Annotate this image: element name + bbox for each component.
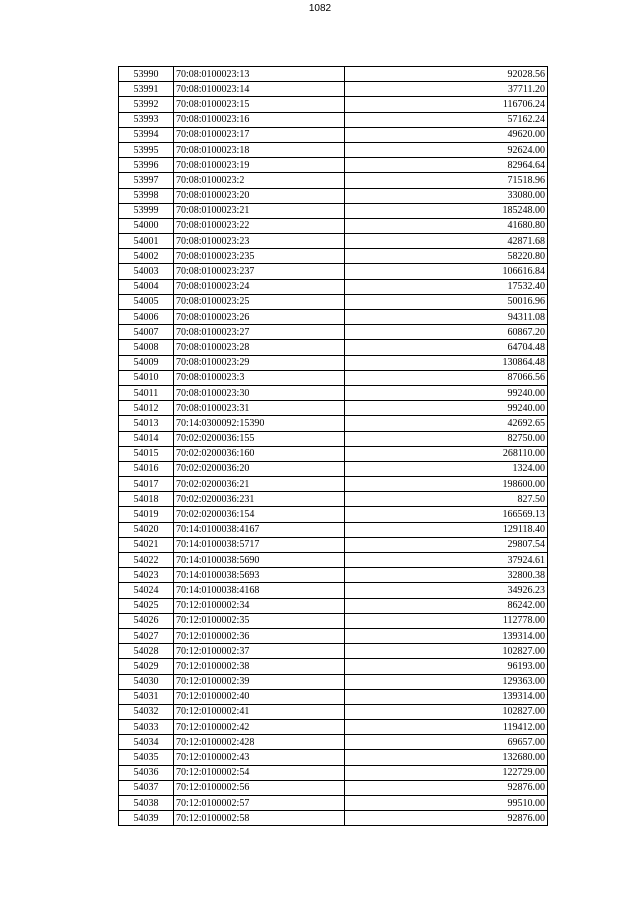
cadastral-number-cell: 70:12:0100002:56 — [174, 780, 345, 795]
cadastral-number-cell: 70:14:0300092:15390 — [174, 416, 345, 431]
table-row — [119, 704, 548, 719]
row-number-cell: 53994 — [119, 127, 174, 142]
table-row — [119, 750, 548, 765]
table-row — [119, 720, 548, 735]
cadastral-number-cell: 70:08:0100023:2 — [174, 173, 345, 188]
row-number-cell: 54013 — [119, 416, 174, 431]
value-cell: 41680.80 — [345, 218, 548, 233]
row-number-cell: 54009 — [119, 355, 174, 370]
cadastral-number-cell: 70:14:0100038:5717 — [174, 537, 345, 552]
table-row — [119, 446, 548, 461]
table-row — [119, 644, 548, 659]
row-number-cell: 54010 — [119, 370, 174, 385]
cadastral-number-cell: 70:08:0100023:27 — [174, 325, 345, 340]
table-row — [119, 340, 548, 355]
table-row — [119, 628, 548, 643]
cadastral-number-cell: 70:08:0100023:14 — [174, 82, 345, 97]
row-number-cell: 53998 — [119, 188, 174, 203]
table-row — [119, 310, 548, 325]
registry-table — [118, 66, 548, 826]
cadastral-number-cell: 70:08:0100023:21 — [174, 203, 345, 218]
cadastral-number-cell: 70:08:0100023:25 — [174, 294, 345, 309]
cadastral-number-cell: 70:02:0200036:231 — [174, 492, 345, 507]
row-number-cell: 54005 — [119, 294, 174, 309]
table-row — [119, 522, 548, 537]
value-cell: 268110.00 — [345, 446, 548, 461]
row-number-cell: 54026 — [119, 613, 174, 628]
row-number-cell: 53992 — [119, 97, 174, 112]
value-cell: 122729.00 — [345, 765, 548, 780]
value-cell: 99510.00 — [345, 796, 548, 811]
value-cell: 92028.56 — [345, 67, 548, 82]
row-number-cell: 54006 — [119, 310, 174, 325]
table-row — [119, 370, 548, 385]
table-row — [119, 112, 548, 127]
row-number-cell: 53993 — [119, 112, 174, 127]
table-row — [119, 492, 548, 507]
row-number-cell: 54038 — [119, 796, 174, 811]
value-cell: 33080.00 — [345, 188, 548, 203]
table-row — [119, 234, 548, 249]
row-number-cell: 54000 — [119, 218, 174, 233]
value-cell: 82964.64 — [345, 158, 548, 173]
cadastral-number-cell: 70:02:0200036:21 — [174, 477, 345, 492]
value-cell: 96193.00 — [345, 659, 548, 674]
table-row — [119, 735, 548, 750]
cadastral-number-cell: 70:08:0100023:16 — [174, 112, 345, 127]
value-cell: 102827.00 — [345, 644, 548, 659]
table-row — [119, 218, 548, 233]
table-row — [119, 355, 548, 370]
cadastral-number-cell: 70:08:0100023:24 — [174, 279, 345, 294]
row-number-cell: 54007 — [119, 325, 174, 340]
cadastral-number-cell: 70:02:0200036:20 — [174, 461, 345, 476]
value-cell: 185248.00 — [345, 203, 548, 218]
row-number-cell: 54019 — [119, 507, 174, 522]
value-cell: 34926.23 — [345, 583, 548, 598]
table-row — [119, 127, 548, 142]
value-cell: 99240.00 — [345, 401, 548, 416]
value-cell: 32800.38 — [345, 568, 548, 583]
cadastral-number-cell: 70:08:0100023:31 — [174, 401, 345, 416]
value-cell: 119412.00 — [345, 720, 548, 735]
cadastral-number-cell: 70:12:0100002:39 — [174, 674, 345, 689]
cadastral-number-cell: 70:14:0100038:5693 — [174, 568, 345, 583]
cadastral-number-cell: 70:08:0100023:30 — [174, 385, 345, 400]
value-cell: 71518.96 — [345, 173, 548, 188]
value-cell: 102827.00 — [345, 704, 548, 719]
table-row — [119, 279, 548, 294]
table-row — [119, 765, 548, 780]
value-cell: 92876.00 — [345, 780, 548, 795]
value-cell: 130864.48 — [345, 355, 548, 370]
cadastral-number-cell: 70:02:0200036:155 — [174, 431, 345, 446]
value-cell: 29807.54 — [345, 537, 548, 552]
table-row — [119, 568, 548, 583]
value-cell: 139314.00 — [345, 628, 548, 643]
row-number-cell: 54036 — [119, 765, 174, 780]
row-number-cell: 54015 — [119, 446, 174, 461]
cadastral-number-cell: 70:12:0100002:38 — [174, 659, 345, 674]
table-row — [119, 264, 548, 279]
cadastral-number-cell: 70:08:0100023:3 — [174, 370, 345, 385]
row-number-cell: 54018 — [119, 492, 174, 507]
row-number-cell: 54032 — [119, 704, 174, 719]
cadastral-number-cell: 70:08:0100023:26 — [174, 310, 345, 325]
table-row — [119, 142, 548, 157]
table-row — [119, 249, 548, 264]
cadastral-number-cell: 70:08:0100023:23 — [174, 234, 345, 249]
table-row — [119, 431, 548, 446]
row-number-cell: 53996 — [119, 158, 174, 173]
value-cell: 129363.00 — [345, 674, 548, 689]
value-cell: 86242.00 — [345, 598, 548, 613]
table-row — [119, 401, 548, 416]
value-cell: 17532.40 — [345, 279, 548, 294]
row-number-cell: 54002 — [119, 249, 174, 264]
cadastral-number-cell: 70:08:0100023:20 — [174, 188, 345, 203]
table-row — [119, 796, 548, 811]
table-row — [119, 537, 548, 552]
table-row — [119, 598, 548, 613]
row-number-cell: 54037 — [119, 780, 174, 795]
value-cell: 58220.80 — [345, 249, 548, 264]
table-row — [119, 67, 548, 82]
cadastral-number-cell: 70:12:0100002:34 — [174, 598, 345, 613]
value-cell: 116706.24 — [345, 97, 548, 112]
value-cell: 198600.00 — [345, 477, 548, 492]
table-row — [119, 294, 548, 309]
cadastral-number-cell: 70:08:0100023:28 — [174, 340, 345, 355]
row-number-cell: 54014 — [119, 431, 174, 446]
row-number-cell: 54004 — [119, 279, 174, 294]
row-number-cell: 54039 — [119, 811, 174, 826]
row-number-cell: 53999 — [119, 203, 174, 218]
row-number-cell: 54030 — [119, 674, 174, 689]
cadastral-number-cell: 70:12:0100002:35 — [174, 613, 345, 628]
table-row — [119, 325, 548, 340]
row-number-cell: 54016 — [119, 461, 174, 476]
table-row — [119, 659, 548, 674]
value-cell: 37711.20 — [345, 82, 548, 97]
table-body — [119, 67, 548, 826]
cadastral-number-cell: 70:12:0100002:36 — [174, 628, 345, 643]
cadastral-number-cell: 70:14:0100038:4168 — [174, 583, 345, 598]
table-row — [119, 188, 548, 203]
cadastral-number-cell: 70:12:0100002:42 — [174, 720, 345, 735]
cadastral-number-cell: 70:02:0200036:160 — [174, 446, 345, 461]
value-cell: 42692.65 — [345, 416, 548, 431]
row-number-cell: 54001 — [119, 234, 174, 249]
cadastral-number-cell: 70:08:0100023:29 — [174, 355, 345, 370]
table-row — [119, 82, 548, 97]
row-number-cell: 54023 — [119, 568, 174, 583]
row-number-cell: 53990 — [119, 67, 174, 82]
table-row — [119, 583, 548, 598]
page-number: 1082 — [308, 3, 332, 14]
value-cell: 166569.13 — [345, 507, 548, 522]
value-cell: 99240.00 — [345, 385, 548, 400]
row-number-cell: 54024 — [119, 583, 174, 598]
row-number-cell: 54011 — [119, 385, 174, 400]
cadastral-number-cell: 70:08:0100023:15 — [174, 97, 345, 112]
cadastral-number-cell: 70:12:0100002:43 — [174, 750, 345, 765]
value-cell: 106616.84 — [345, 264, 548, 279]
value-cell: 60867.20 — [345, 325, 548, 340]
row-number-cell: 54029 — [119, 659, 174, 674]
value-cell: 87066.56 — [345, 370, 548, 385]
value-cell: 139314.00 — [345, 689, 548, 704]
table-row — [119, 674, 548, 689]
cadastral-number-cell: 70:12:0100002:40 — [174, 689, 345, 704]
cadastral-number-cell: 70:12:0100002:428 — [174, 735, 345, 750]
row-number-cell: 54008 — [119, 340, 174, 355]
cadastral-number-cell: 70:02:0200036:154 — [174, 507, 345, 522]
table-row — [119, 613, 548, 628]
table-row — [119, 158, 548, 173]
cadastral-number-cell: 70:12:0100002:41 — [174, 704, 345, 719]
row-number-cell: 54025 — [119, 598, 174, 613]
table-row — [119, 385, 548, 400]
cadastral-number-cell: 70:12:0100002:54 — [174, 765, 345, 780]
cadastral-number-cell: 70:08:0100023:18 — [174, 142, 345, 157]
table-row — [119, 811, 548, 826]
cadastral-number-cell: 70:08:0100023:22 — [174, 218, 345, 233]
row-number-cell: 53995 — [119, 142, 174, 157]
row-number-cell: 53991 — [119, 82, 174, 97]
table-row — [119, 203, 548, 218]
cadastral-number-cell: 70:12:0100002:57 — [174, 796, 345, 811]
value-cell: 37924.61 — [345, 553, 548, 568]
cadastral-number-cell: 70:14:0100038:4167 — [174, 522, 345, 537]
row-number-cell: 54034 — [119, 735, 174, 750]
table-row — [119, 507, 548, 522]
value-cell: 82750.00 — [345, 431, 548, 446]
row-number-cell: 54003 — [119, 264, 174, 279]
table-row — [119, 461, 548, 476]
cadastral-number-cell: 70:12:0100002:37 — [174, 644, 345, 659]
value-cell: 69657.00 — [345, 735, 548, 750]
row-number-cell: 54027 — [119, 628, 174, 643]
value-cell: 92876.00 — [345, 811, 548, 826]
table-row — [119, 689, 548, 704]
table-row — [119, 173, 548, 188]
row-number-cell: 53997 — [119, 173, 174, 188]
value-cell: 129118.40 — [345, 522, 548, 537]
cadastral-number-cell: 70:14:0100038:5690 — [174, 553, 345, 568]
table-row — [119, 780, 548, 795]
row-number-cell: 54022 — [119, 553, 174, 568]
value-cell: 132680.00 — [345, 750, 548, 765]
value-cell: 1324.00 — [345, 461, 548, 476]
cadastral-number-cell: 70:08:0100023:13 — [174, 67, 345, 82]
value-cell: 57162.24 — [345, 112, 548, 127]
cadastral-number-cell: 70:08:0100023:17 — [174, 127, 345, 142]
row-number-cell: 54012 — [119, 401, 174, 416]
row-number-cell: 54020 — [119, 522, 174, 537]
row-number-cell: 54028 — [119, 644, 174, 659]
value-cell: 112778.00 — [345, 613, 548, 628]
value-cell: 64704.48 — [345, 340, 548, 355]
cadastral-number-cell: 70:08:0100023:235 — [174, 249, 345, 264]
table-row — [119, 553, 548, 568]
row-number-cell: 54021 — [119, 537, 174, 552]
cadastral-number-cell: 70:08:0100023:237 — [174, 264, 345, 279]
row-number-cell: 54035 — [119, 750, 174, 765]
cadastral-number-cell: 70:12:0100002:58 — [174, 811, 345, 826]
table-row — [119, 97, 548, 112]
table-row — [119, 416, 548, 431]
value-cell: 50016.96 — [345, 294, 548, 309]
value-cell: 92624.00 — [345, 142, 548, 157]
table-row — [119, 477, 548, 492]
value-cell: 94311.08 — [345, 310, 548, 325]
row-number-cell: 54033 — [119, 720, 174, 735]
value-cell: 49620.00 — [345, 127, 548, 142]
cadastral-number-cell: 70:08:0100023:19 — [174, 158, 345, 173]
value-cell: 827.50 — [345, 492, 548, 507]
row-number-cell: 54031 — [119, 689, 174, 704]
value-cell: 42871.68 — [345, 234, 548, 249]
row-number-cell: 54017 — [119, 477, 174, 492]
